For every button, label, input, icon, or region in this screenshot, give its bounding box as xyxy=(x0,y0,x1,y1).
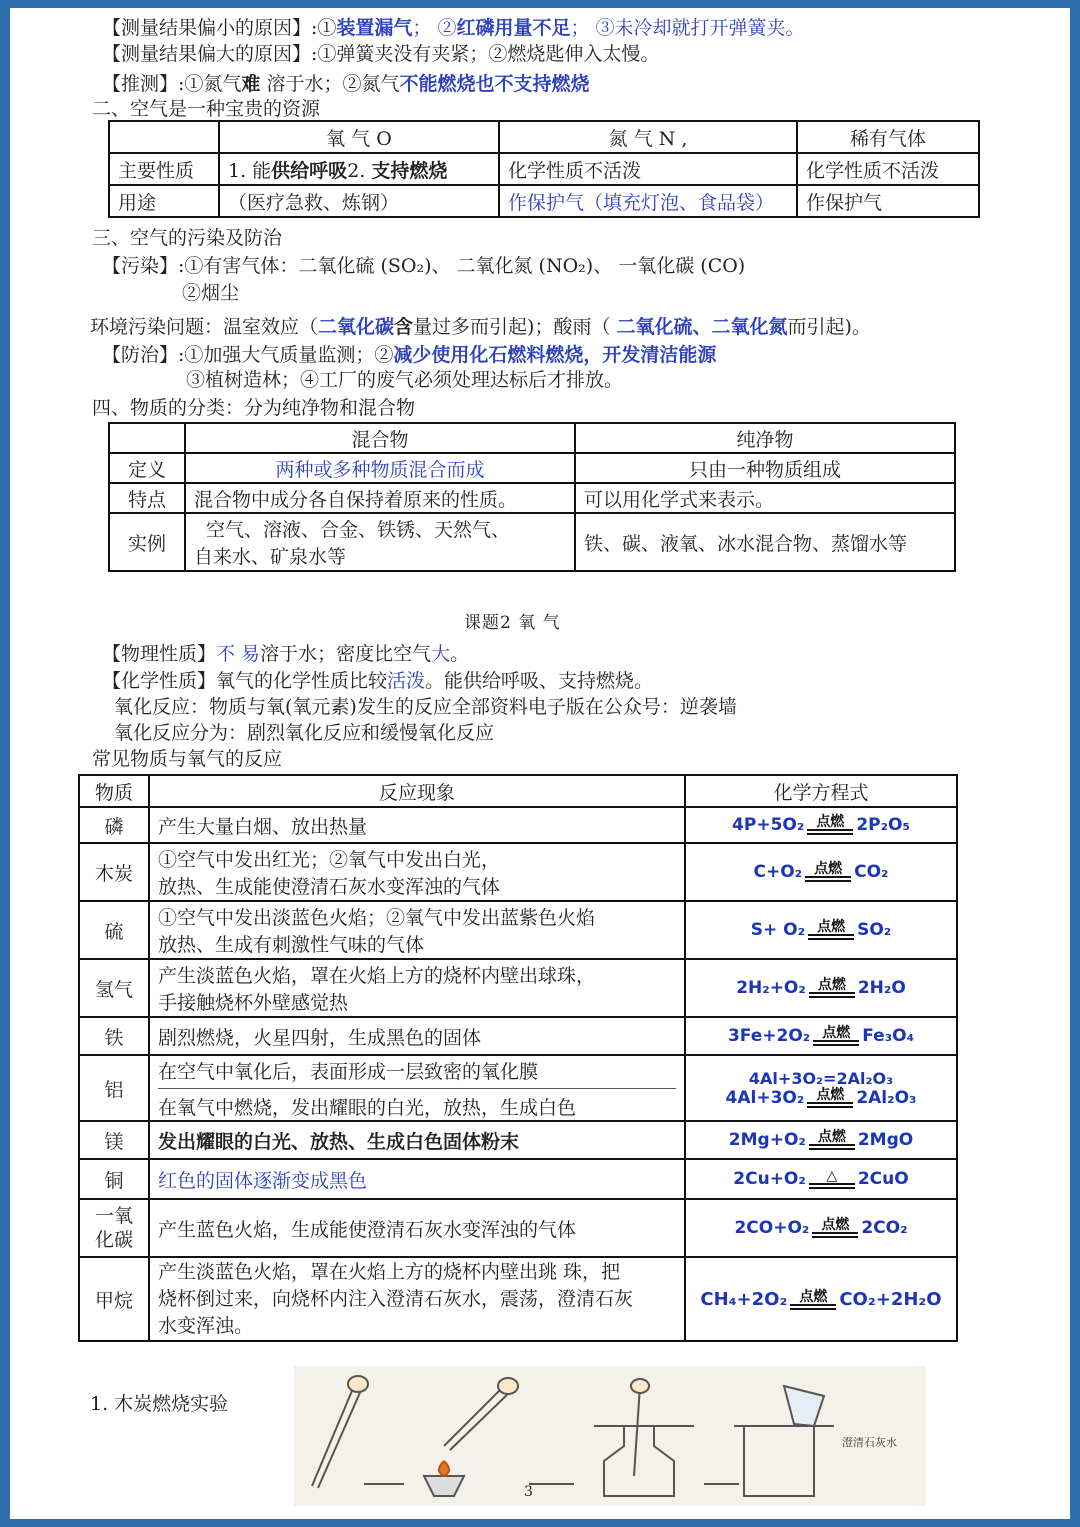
charcoal-experiment-illustration xyxy=(294,1366,926,1506)
oxygen-properties: 1. 能供给呼吸2. 支持燃烧 xyxy=(219,153,499,185)
classification-table xyxy=(108,422,956,572)
phenomenon: 产生大量白烟、放出热量 xyxy=(149,807,685,843)
page-number: 3 xyxy=(524,1484,533,1500)
air-resource-table xyxy=(108,120,980,218)
equation: 2CO+O₂ 点燃 2CO₂ xyxy=(685,1199,957,1257)
equation: C+O₂ 点燃 CO₂ xyxy=(685,843,957,901)
table-row xyxy=(79,1121,957,1159)
small-result-reason-line: 【测量结果偏小的原因】:①装置漏气； ②红磷用量不足； ③未冷却就打开弹簧夹。 xyxy=(102,17,805,39)
limewater-label: 澄清石灰水 xyxy=(842,1436,897,1449)
reaction-arrow: △ xyxy=(809,1169,855,1189)
oxygen-uses: （医疗急救、炼钢） xyxy=(219,185,499,217)
rare-gas-properties: 化学性质不活泼 xyxy=(797,153,979,185)
phenomenon: 产生淡蓝色火焰，罩在火焰上方的烧杯内壁出珧 珠，把 烧杯倒过来，向烧杯内注入澄清石灰水，震荡，澄清石灰 水变浑浊。 xyxy=(149,1257,685,1341)
substance-name: 甲烷 xyxy=(79,1257,149,1341)
table-row xyxy=(79,901,957,959)
rare-gas-uses: 作保护气 xyxy=(797,185,979,217)
physical-properties-line: 【物理性质】不 易溶于水；密度比空气大。 xyxy=(102,643,470,665)
nitrogen-properties: 化学性质不活泼 xyxy=(499,153,797,185)
reaction-arrow: 点燃 xyxy=(790,1290,836,1310)
reaction-header-substance: 物质 xyxy=(79,775,149,807)
experiment-title: 1. 木炭燃烧实验 xyxy=(90,1393,229,1415)
class-header-pure: 纯净物 xyxy=(575,423,955,453)
table-row xyxy=(79,843,957,901)
substance-name: 木炭 xyxy=(79,843,149,901)
oxidation-definition: 氧化反应：物质与氧(氧元素)发生的反应全部资料电子版在公众号：逆袭墙 xyxy=(114,696,737,718)
phenomenon: ①空气中发出红光；②氧气中发出白光， 放热、生成能使澄清石灰水变浑浊的气体 xyxy=(149,843,685,901)
reaction-arrow: 点燃 xyxy=(812,1218,858,1238)
section3-title: 三、空气的污染及防治 xyxy=(92,227,283,249)
common-reactions-title: 常见物质与氧气的反应 xyxy=(92,748,283,770)
equation: 4P+5O₂ 点燃 2P₂O₅ xyxy=(685,807,957,843)
phenomenon: 在空气中氧化后，表面形成一层致密的氧化膜 在氧气中燃烧，发出耀眼的白光，放热，生成白色 xyxy=(149,1055,685,1121)
reaction-arrow: 点燃 xyxy=(807,815,853,835)
phenomenon: 剧烈燃烧，火星四射，生成黑色的固体 xyxy=(149,1017,685,1055)
reaction-arrow: 点燃 xyxy=(808,920,854,940)
row-label-feature: 特点 xyxy=(109,483,185,513)
pure-definition: 只由一种物质组成 xyxy=(575,453,955,483)
equation: 2Mg+O₂ 点燃 2MgO xyxy=(685,1121,957,1159)
oxidation-types: 氧化反应分为：剧烈氧化反应和缓慢氧化反应 xyxy=(114,722,495,744)
reaction-header-phenomenon: 反应现象 xyxy=(149,775,685,807)
equation: 2H₂+O₂ 点燃 2H₂O xyxy=(685,959,957,1017)
substance-name: 镁 xyxy=(79,1121,149,1159)
experiment-drawing xyxy=(294,1366,926,1506)
inference-line: 【推测】:①氮气难 溶于水；②氮气不能燃烧也不支持燃烧 xyxy=(102,73,590,95)
row-label-example: 实例 xyxy=(109,513,185,571)
document-page xyxy=(10,8,1070,1519)
reaction-arrow: 点燃 xyxy=(809,978,855,998)
substance-name: 氢气 xyxy=(79,959,149,1017)
table-row xyxy=(79,1055,957,1121)
phenomenon: 产生淡蓝色火焰，罩在火焰上方的烧杯内壁出球珠， 手接触烧杯外壁感觉热 xyxy=(149,959,685,1017)
substance-name: 硫 xyxy=(79,901,149,959)
phenomenon: 红色的固体逐渐变成黑色 xyxy=(149,1159,685,1199)
table-row xyxy=(79,1017,957,1055)
equation: 3Fe+2O₂ 点燃 Fe₃O₄ xyxy=(685,1017,957,1055)
pollution-dust: ②烟尘 xyxy=(182,282,240,304)
oxygen-reactions-table xyxy=(78,774,958,1342)
pure-feature: 可以用化学式来表示。 xyxy=(575,483,955,513)
table-header-rare-gas: 稀有气体 xyxy=(797,121,979,153)
nitrogen-uses: 作保护气（填充灯泡、食品袋） xyxy=(499,185,797,217)
phenomenon: 发出耀眼的白光、放热、生成白色固体粉末 xyxy=(149,1121,685,1159)
lesson2-title: 课题2 氧 气 xyxy=(464,613,561,633)
equation: 4Al+3O₂=2Al₂O₃ 4Al+3O₂ 点燃 2Al₂O₃ xyxy=(685,1055,957,1121)
row-label-definition: 定义 xyxy=(109,453,185,483)
mixture-feature: 混合物中成分各自保持着原来的性质。 xyxy=(185,483,575,513)
substance-name: 铜 xyxy=(79,1159,149,1199)
table-row xyxy=(79,959,957,1017)
table-header-oxygen: 氧 气 O xyxy=(219,121,499,153)
reaction-arrow: 点燃 xyxy=(813,1026,859,1046)
table-row xyxy=(79,1257,957,1341)
table-header-nitrogen: 氮 气 N , xyxy=(499,121,797,153)
section4-title: 四、物质的分类：分为纯净物和混合物 xyxy=(92,397,416,419)
pollution-gases: 【污染】:①有害气体：二氧化硫 (SO₂)、 二氧化氮 (NO₂)、 一氧化碳 (CO) xyxy=(102,255,746,277)
equation: 2Cu+O₂ △ 2CuO xyxy=(685,1159,957,1199)
table-row xyxy=(79,1159,957,1199)
reaction-arrow: 点燃 xyxy=(805,862,851,882)
class-header-empty xyxy=(109,423,185,453)
row-label-uses: 用途 xyxy=(109,185,219,217)
phenomenon: 产生蓝色火焰，生成能使澄清石灰水变浑浊的气体 xyxy=(149,1199,685,1257)
table-row xyxy=(79,1199,957,1257)
table-header-empty xyxy=(109,121,219,153)
mixture-definition: 两种或多种物质混合而成 xyxy=(185,453,575,483)
mixture-example: 空气、溶液、合金、铁锈、天然气、 自来水、矿泉水等 xyxy=(185,513,575,571)
class-header-mixture: 混合物 xyxy=(185,423,575,453)
equation: S+ O₂ 点燃 SO₂ xyxy=(685,901,957,959)
prevention-line-1: 【防治】:①加强大气质量监测；②减少使用化石燃料燃烧，开发清洁能源 xyxy=(102,344,717,366)
chemical-properties-line: 【化学性质】氧气的化学性质比较活泼。能供给呼吸、支持燃烧。 xyxy=(102,670,654,692)
equation: CH₄+2O₂ 点燃 CO₂+2H₂O xyxy=(685,1257,957,1341)
section2-title: 二、空气是一种宝贵的资源 xyxy=(92,98,321,120)
pure-example: 铁、碳、液氧、冰水混合物、蒸馏水等 xyxy=(575,513,955,571)
reaction-arrow: 点燃 xyxy=(807,1088,853,1108)
substance-name: 磷 xyxy=(79,807,149,843)
phenomenon: ①空气中发出淡蓝色火焰；②氧气中发出蓝紫色火焰 放热、生成有刺激性气味的气体 xyxy=(149,901,685,959)
substance-name: 一氧化碳 xyxy=(79,1199,149,1257)
reaction-arrow: 点燃 xyxy=(809,1130,855,1150)
reaction-header-equation: 化学方程式 xyxy=(685,775,957,807)
substance-name: 铝 xyxy=(79,1055,149,1121)
prevention-line-2: ③植树造林；④工厂的废气必须处理达标后才排放。 xyxy=(186,369,624,391)
large-result-reason-line: 【测量结果偏大的原因】:①弹簧夹没有夹紧；②燃烧匙伸入太慢。 xyxy=(102,43,660,65)
row-label-properties: 主要性质 xyxy=(109,153,219,185)
environment-problem-line: 环境污染问题：温室效应（二氧化碳含量过多而引起)；酸雨（ 二氧化硫、二氧化氮而引起)。 xyxy=(90,316,871,338)
substance-name: 铁 xyxy=(79,1017,149,1055)
table-row xyxy=(79,807,957,843)
